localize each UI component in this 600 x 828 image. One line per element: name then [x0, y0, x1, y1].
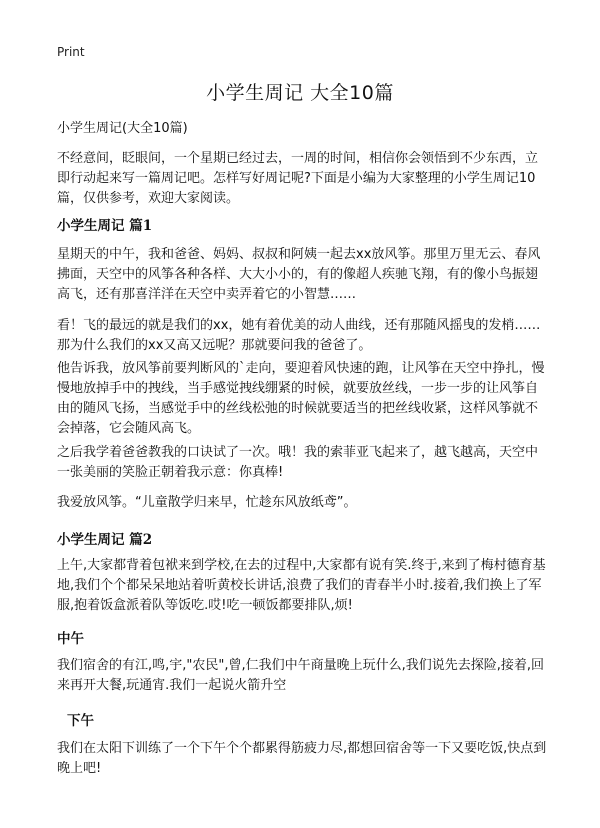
section-heading: 下午 — [67, 713, 94, 729]
paragraph: 之后我学着爸爸教我的口诀试了一次。哦！我的索菲亚飞起来了，越飞越高，天空中一张美丽的笑脸正朝着我示意：你真棒! — [57, 445, 539, 480]
page-title: 小学生周记 大全10篇 — [206, 82, 394, 104]
section-heading: 小学生周记 篇2 — [57, 532, 153, 548]
print-link[interactable]: Print — [57, 45, 85, 59]
paragraph: 星期天的中午，我和爸爸、妈妈、叔叔和阿姨一起去xx放风筝。那里万里无云、春风拂面，天空中的风筝各种各样、大大小小的，有的像超人疾驰飞翔，有的像小鸟振翅高飞，还有那喜洋洋在天空中卖弄着它的小智慧…… — [57, 247, 541, 302]
subtitle: 小学生周记(大全10篇) — [57, 121, 188, 136]
section-heading: 中午 — [57, 631, 84, 647]
paragraph: 我们宿舍的有江,鸣,宇,"农民",曾,仁我们中午商量晚上玩什么,我们说先去探险,接着,回来再开大餐,玩通宵.我们一起说火箭升空 — [57, 658, 545, 693]
paragraph: 我们在太阳下训练了一个下午个个都累得筋疲力尽,都想回宿舍等一下又要吃饭,快点到晚上吧! — [57, 741, 547, 776]
section-heading: 小学生周记 篇1 — [57, 218, 153, 234]
paragraph: 看！飞的最远的就是我们的xx，她有着优美的动人曲线，还有那随风摇曳的发梢……那为什么我们的xx又高又远呢？那就要问我的爸爸了。 — [57, 318, 541, 353]
intro-paragraph: 不经意间，眨眼间，一个星期已经过去，一周的时间，相信你会领悟到不少东西，立即行动起来写一篇周记吧。怎样写好周记呢?下面是小编为大家整理的小学生周记10篇，仅供参考，欢迎大家阅读。 — [57, 151, 539, 206]
paragraph: 上午,大家都背着包袱来到学校,在去的过程中,大家都有说有笑.终于,来到了梅村德育基地,我们个个都呆呆地站着听黄校长讲话,浪费了我们的青春半小时.接着,我们换上了军服,抱着饭盒派着队等饭吃.哎!吃一顿饭都要排队,烦! — [57, 558, 546, 613]
paragraph: 他告诉我，放风筝前要判断风的`走向，要迎着风快速的跑，让风筝在天空中挣扎，慢慢地放掉手中的拽线，当手感觉拽线绷紧的时候，就要放丝线，一步一步的让风筝自由的随风飞扬，当感觉手中的丝线松弛的时候就要适当的把丝线收紧，这样风筝就不会掉落，它会随风高飞。 — [57, 361, 545, 436]
paragraph: 我爱放风筝。“儿童散学归来早，忙趁东风放纸鸢”。 — [57, 495, 357, 510]
